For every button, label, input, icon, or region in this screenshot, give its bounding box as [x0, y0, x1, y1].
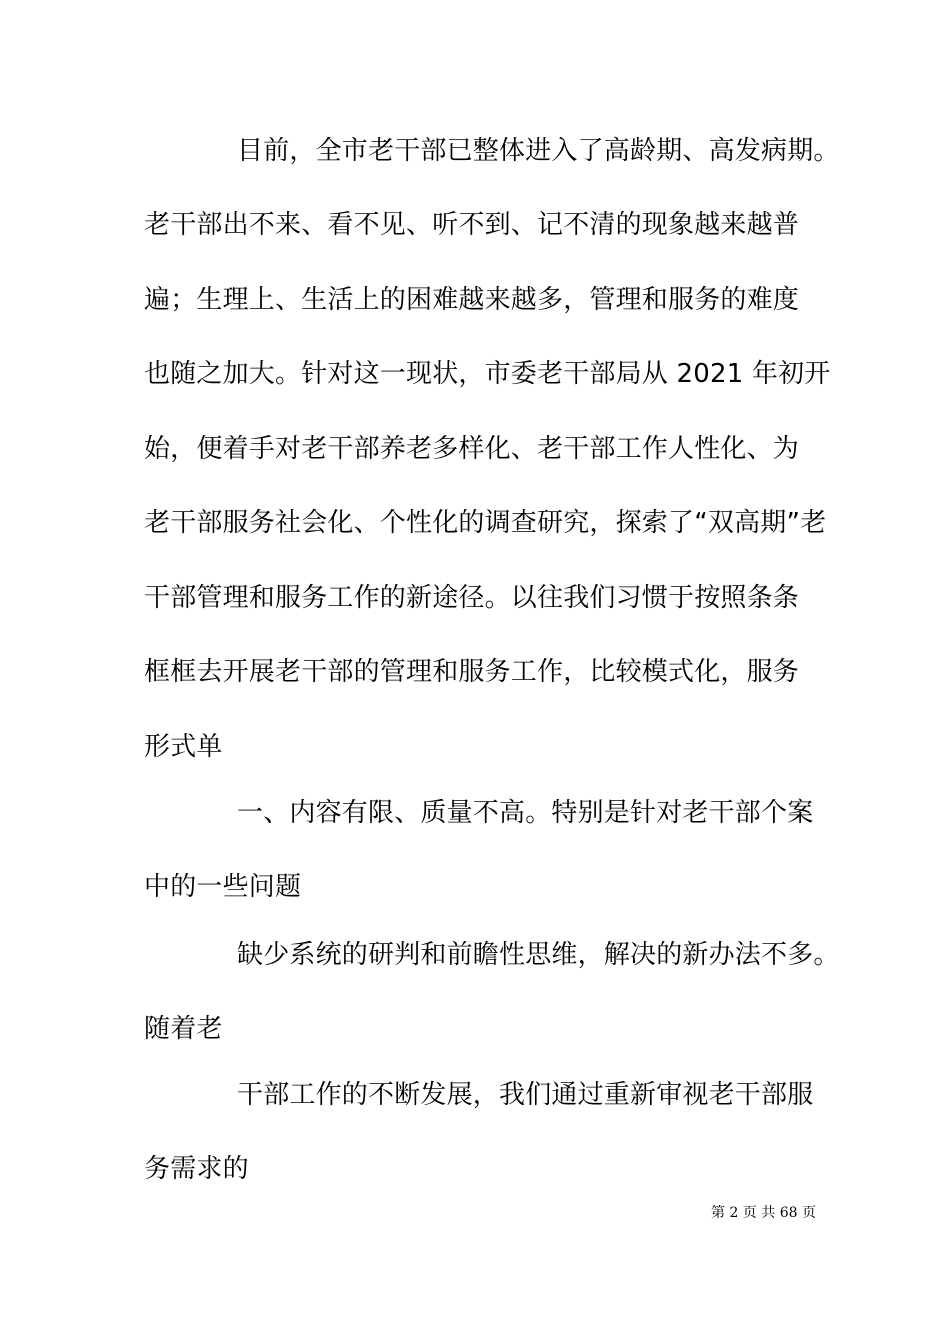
text-line: 形式单: [144, 732, 223, 762]
text-line: 中的一些问题: [144, 872, 302, 902]
text-line: 目前，全市老干部已整体进入了高龄期、高发病期。: [237, 136, 840, 166]
text-line: 一、内容有限、质量不高。特别是针对老干部个案: [237, 798, 814, 828]
text-line: 务需求的: [144, 1154, 249, 1184]
text-line: 也随之加大。针对这一现状，市委老干部局从 2021 年初开: [144, 359, 831, 389]
page-number: 第 2 页 共 68 页: [711, 1205, 816, 1221]
text-line: 始，便着手对老干部养老多样化、老干部工作人性化、为: [144, 434, 800, 464]
text-line: 缺少系统的研判和前瞻性思维，解决的新办法不多。: [237, 940, 840, 970]
text-line: 随着老: [144, 1014, 223, 1044]
text-line: 框框去开展老干部的管理和服务工作，比较模式化，服务: [144, 657, 800, 687]
text-line: 干部管理和服务工作的新途径。以往我们习惯于按照条条: [144, 583, 800, 613]
text-line: 干部工作的不断发展，我们通过重新审视老干部服: [237, 1080, 814, 1110]
text-line: 遍；生理上、生活上的困难越来越多，管理和服务的难度: [144, 285, 800, 315]
text-line: 老干部服务社会化、个性化的调查研究，探索了“双高期”老: [144, 508, 827, 538]
text-line: 老干部出不来、看不见、听不到、记不清的现象越来越普: [144, 210, 800, 240]
